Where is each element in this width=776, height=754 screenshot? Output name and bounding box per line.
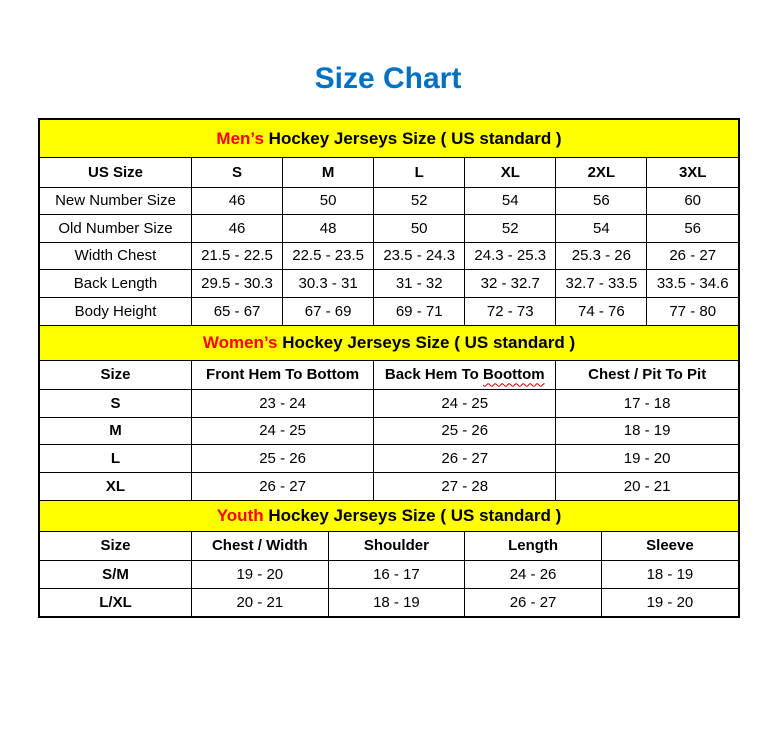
size-value-cell: 24 - 26 — [465, 561, 602, 589]
size-value-cell: 22.5 - 23.5 — [283, 242, 374, 270]
womens-header-rest: Hockey Jerseys Size ( US standard ) — [277, 332, 576, 352]
size-value-cell: 26 - 27 — [192, 472, 374, 500]
size-value-cell: 17 - 18 — [556, 390, 738, 418]
mens-header-highlight: Men’s — [216, 128, 264, 148]
column-header: L — [374, 158, 465, 187]
row-label: New Number Size — [40, 187, 192, 215]
size-value-cell: 32 - 32.7 — [465, 270, 556, 298]
youth-header-highlight: Youth — [216, 505, 264, 525]
size-value-cell: 19 - 20 — [601, 588, 738, 616]
column-header: Shoulder — [328, 532, 465, 561]
row-label: Body Height — [40, 297, 192, 325]
size-value-cell: 77 - 80 — [647, 297, 738, 325]
column-header: Front Hem To Bottom — [192, 361, 374, 390]
column-header: Chest / Pit To Pit — [556, 361, 738, 390]
row-label: Back Length — [40, 270, 192, 298]
size-value-cell: 25 - 26 — [374, 417, 556, 445]
size-value-cell: 33.5 - 34.6 — [647, 270, 738, 298]
column-header: S — [192, 158, 283, 187]
column-header-row — [40, 158, 738, 187]
size-value-cell: 19 - 20 — [556, 445, 738, 473]
size-chart — [38, 118, 740, 618]
size-value-cell: 67 - 69 — [283, 297, 374, 325]
row-label: L/XL — [40, 588, 192, 616]
row-label: L — [40, 445, 192, 473]
row-label: XL — [40, 472, 192, 500]
size-value-cell: 16 - 17 — [328, 561, 465, 589]
mens-section-header — [40, 120, 738, 158]
size-value-cell: 30.3 - 31 — [283, 270, 374, 298]
column-header: US Size — [40, 158, 192, 187]
size-value-cell: 25.3 - 26 — [556, 242, 647, 270]
table-row — [40, 215, 738, 243]
size-value-cell: 24.3 - 25.3 — [465, 242, 556, 270]
size-value-cell: 20 - 21 — [556, 472, 738, 500]
size-value-cell: 60 — [647, 187, 738, 215]
size-value-cell: 50 — [283, 187, 374, 215]
size-value-cell: 52 — [374, 187, 465, 215]
size-value-cell: 46 — [192, 215, 283, 243]
size-value-cell: 52 — [465, 215, 556, 243]
table-row — [40, 390, 738, 418]
size-value-cell: 56 — [556, 187, 647, 215]
size-value-cell: 27 - 28 — [374, 472, 556, 500]
table-row — [40, 270, 738, 298]
size-value-cell: 18 - 19 — [556, 417, 738, 445]
table-row — [40, 417, 738, 445]
size-value-cell: 31 - 32 — [374, 270, 465, 298]
size-value-cell: 56 — [647, 215, 738, 243]
size-value-cell: 72 - 73 — [465, 297, 556, 325]
youth-header-rest: Hockey Jerseys Size ( US standard ) — [263, 505, 562, 525]
size-value-cell: 24 - 25 — [374, 390, 556, 418]
column-header: M — [283, 158, 374, 187]
size-value-cell: 54 — [556, 215, 647, 243]
size-value-cell: 46 — [192, 187, 283, 215]
column-header-text: Back Hem To — [384, 366, 483, 384]
misspelled-word: Boottom — [482, 366, 545, 384]
womens-size-table — [40, 361, 738, 500]
mens-header-rest: Hockey Jerseys Size ( US standard ) — [263, 128, 562, 148]
size-value-cell: 18 - 19 — [328, 588, 465, 616]
table-row — [40, 472, 738, 500]
size-value-cell: 23.5 - 24.3 — [374, 242, 465, 270]
column-header: Sleeve — [601, 532, 738, 561]
youth-size-table — [40, 532, 738, 616]
size-value-cell: 25 - 26 — [192, 445, 374, 473]
mens-size-table — [40, 158, 738, 325]
size-value-cell: 20 - 21 — [192, 588, 329, 616]
column-header: 2XL — [556, 158, 647, 187]
womens-section-header — [40, 325, 738, 361]
row-label: S — [40, 390, 192, 418]
size-value-cell: 74 - 76 — [556, 297, 647, 325]
size-value-cell: 26 - 27 — [647, 242, 738, 270]
table-row — [40, 561, 738, 589]
size-value-cell: 18 - 19 — [601, 561, 738, 589]
row-label: Old Number Size — [40, 215, 192, 243]
size-value-cell: 29.5 - 30.3 — [192, 270, 283, 298]
size-value-cell: 69 - 71 — [374, 297, 465, 325]
size-value-cell: 21.5 - 22.5 — [192, 242, 283, 270]
size-value-cell: 19 - 20 — [192, 561, 329, 589]
column-header: Chest / Width — [192, 532, 329, 561]
column-header: Length — [465, 532, 602, 561]
size-value-cell: 65 - 67 — [192, 297, 283, 325]
column-header-row — [40, 361, 738, 390]
row-label: M — [40, 417, 192, 445]
row-label: S/M — [40, 561, 192, 589]
column-header: Size — [40, 532, 192, 561]
column-header — [374, 361, 556, 390]
size-value-cell: 50 — [374, 215, 465, 243]
table-row — [40, 588, 738, 616]
youth-section-header — [40, 500, 738, 532]
table-row — [40, 242, 738, 270]
column-header: 3XL — [647, 158, 738, 187]
womens-header-highlight: Women’s — [202, 332, 278, 352]
table-row — [40, 187, 738, 215]
size-value-cell: 54 — [465, 187, 556, 215]
size-value-cell: 26 - 27 — [374, 445, 556, 473]
size-value-cell: 23 - 24 — [192, 390, 374, 418]
table-row — [40, 297, 738, 325]
size-value-cell: 24 - 25 — [192, 417, 374, 445]
column-header: XL — [465, 158, 556, 187]
column-header-row — [40, 532, 738, 561]
row-label: Width Chest — [40, 242, 192, 270]
size-value-cell: 32.7 - 33.5 — [556, 270, 647, 298]
table-row — [40, 445, 738, 473]
page-title: Size Chart — [314, 62, 462, 95]
size-value-cell: 48 — [283, 215, 374, 243]
size-value-cell: 26 - 27 — [465, 588, 602, 616]
column-header: Size — [40, 361, 192, 390]
